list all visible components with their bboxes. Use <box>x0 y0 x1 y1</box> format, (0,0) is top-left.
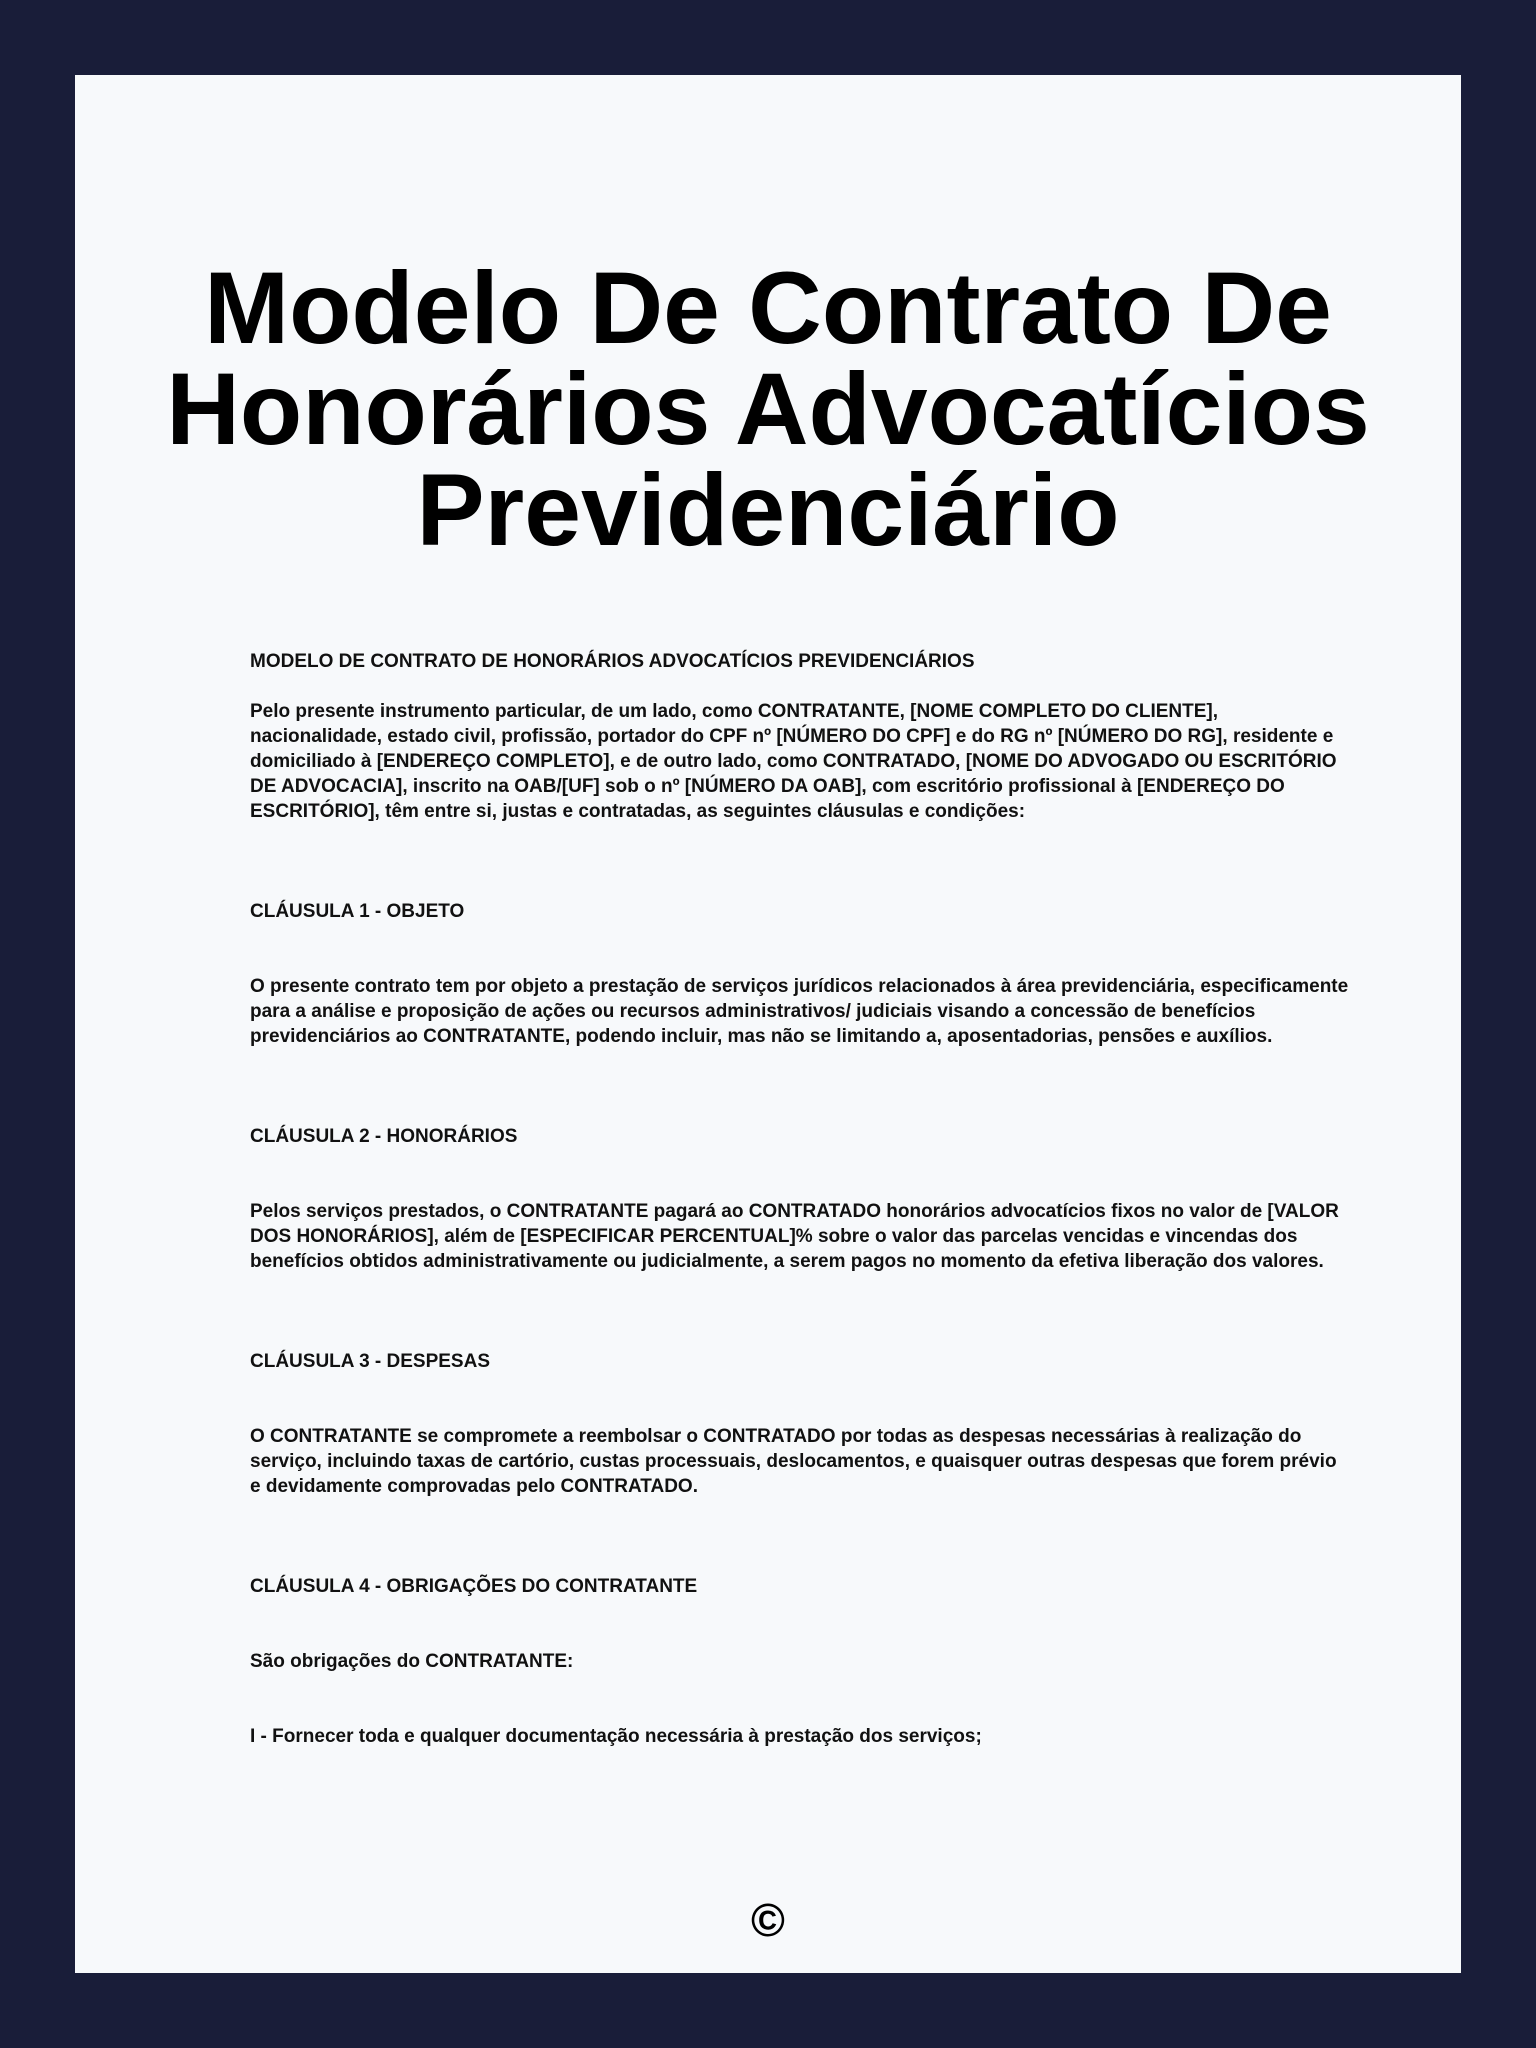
clause-3-text: O CONTRATANTE se compromete a reembolsar o CONTRATADO por todas as despesas necessárias à realização do serviço, incluindo taxas de cartório, custas processuais, deslocamentos, e quaisquer outras despesas que forem prévio e devidamente comprovadas pelo CONTRATADO. <box>250 1426 1337 1497</box>
document-body <box>250 649 1350 1749</box>
clause-1-title: CLÁUSULA 1 - OBJETO <box>250 901 465 922</box>
clause-1-text: O presente contrato tem por objeto a prestação de serviços jurídicos relacionados à área previdenciária, especificamente para a análise e proposição de ações ou recursos administrativos/ judiciais visando a concessão de benefícios previdenciários ao CONTRATANTE, podendo incluir, mas não se limitando a, aposentadorias, pensões e auxílios. <box>250 976 1349 1047</box>
document-title <box>75 251 1461 567</box>
contract-heading: MODELO DE CONTRATO DE HONORÁRIOS ADVOCATÍCIOS PREVIDENCIÁRIOS <box>250 651 975 672</box>
clause-2-title: CLÁUSULA 2 - HONORÁRIOS <box>250 1126 518 1147</box>
clause-3-title: CLÁUSULA 3 - DESPESAS <box>250 1351 490 1372</box>
document-page <box>75 75 1461 1973</box>
document-title-line-2: Honorários Advocatícios <box>166 352 1370 466</box>
document-title-line-1: Modelo De Contrato De <box>204 251 1332 365</box>
clause-2-text: Pelos serviços prestados, o CONTRATANTE pagará ao CONTRATADO honorários advocatícios fixos no valor de [VALOR DOS HONORÁRIOS], além de [ESPECIFICAR PERCENTUAL]% sobre o valor das parcelas vencidas e vincendas dos benefícios obtidos administrativamente ou judicialmente, a serem pagos no momento da efetiva liberação dos valores. <box>250 1201 1339 1272</box>
copyright-symbol: © <box>751 1894 785 1946</box>
clause-4-title: CLÁUSULA 4 - OBRIGAÇÕES DO CONTRATANTE <box>250 1576 698 1597</box>
clause-4-intro: São obrigações do CONTRATANTE: <box>250 1651 574 1672</box>
contract-intro-paragraph: Pelo presente instrumento particular, de um lado, como CONTRATANTE, [NOME COMPLETO DO CLIENTE], nacionalidade, estado civil, profissão, portador do CPF nº [NÚMERO DO CPF] e do RG nº [NÚMERO DO RG], residente e domiciliado à [ENDEREÇO COMPLETO], e de outro lado, como CONTRATADO, [NOME DO ADVOGADO OU ESCRITÓRIO DE ADVOCACIA], inscrito na OAB/[UF] sob o nº [NÚMERO DA OAB], com escritório profissional à [ENDEREÇO DO ESCRITÓRIO], têm entre si, justas e contratadas, as seguintes cláusulas e condições: <box>250 701 1337 822</box>
clause-4-item-1: I - Fornecer toda e qualquer documentação necessária à prestação dos serviços; <box>250 1726 982 1747</box>
document-title-line-3: Previdenciário <box>416 453 1120 567</box>
